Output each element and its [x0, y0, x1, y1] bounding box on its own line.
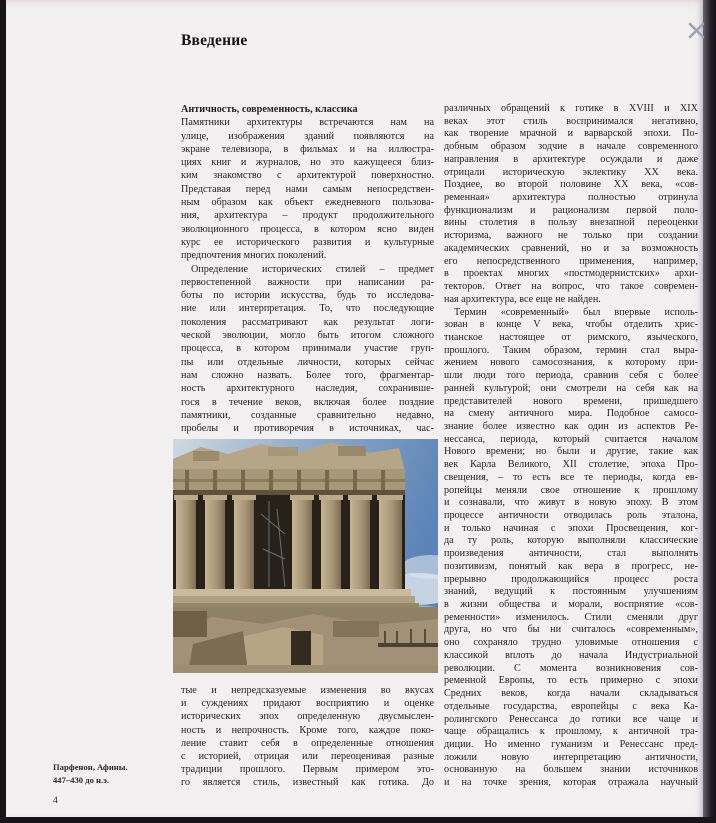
- text-line: пробелы и противоречия в источниках, час-: [181, 423, 434, 435]
- text-line: исторических эпох определенную двусмыслен-: [181, 711, 434, 723]
- text-line: ременности» изменилось. Стили сменяли друг: [444, 611, 698, 623]
- page-edge-right: [703, 0, 716, 823]
- text-line: направления в архитектуре осуждали и даже: [444, 153, 698, 165]
- text-line: нам сложно назвать. Более того, фрагментар-: [181, 369, 434, 381]
- text-line: как творение мрачной и варварской эпохи. По-: [444, 128, 698, 140]
- text-line: революции. С момента возникновения сов-: [444, 662, 698, 674]
- text-line: позитивизм, понятый как вера в прогресс, не-: [444, 560, 698, 572]
- text-line: ным образом как объект ежедневного пользова-: [181, 197, 434, 209]
- text-line: век Карла Великого, XII столетие, эпоха Про-: [444, 459, 698, 471]
- text-line: Средних веков, когда начали складываться: [444, 688, 698, 700]
- left-column-top-text: [181, 103, 434, 435]
- text-line: первостепенной важности при написании ра-: [181, 276, 434, 288]
- text-line: процесса, в котором принимали участие груп-: [181, 343, 434, 355]
- text-line: отрицали историческую эклектику XX века.: [444, 166, 698, 178]
- text-line: Термин «современный» был впервые исполь-: [454, 306, 698, 318]
- text-line: знаний, ведущий к постоянным улучшениям: [444, 586, 698, 598]
- text-line: и на точке зрения, которая отражала научный: [444, 777, 698, 789]
- text-line: добным образом зодчие в начале современного: [444, 141, 698, 153]
- text-line: экране телевизора, в фильмах и на иллюстра-: [181, 143, 434, 155]
- parthenon-photo-image: [173, 439, 438, 673]
- text-line: прошлого. Таким образом, термин стал выра-: [444, 344, 698, 356]
- text-line: функционализм и рационализм первой поло-: [444, 204, 698, 216]
- text-line: процессе античности отводилась роль эталона,: [444, 510, 698, 521]
- text-line: тианское настоящее от римского, языческого,: [444, 331, 698, 343]
- text-line: гося в течение веков, включая более поздние: [181, 396, 434, 408]
- text-line: текторов. Ответ на вопрос, что такое современ-: [444, 281, 698, 293]
- text-line: тые и непредсказуемые изменения во вкусах: [181, 685, 434, 696]
- page-title: Введение: [181, 32, 248, 49]
- text-line: историзма, важного не только при создании: [444, 230, 698, 242]
- text-line: традиции прошлого. Первым примером это-: [181, 764, 434, 776]
- text-line: Античность, современность, классика: [181, 104, 358, 115]
- text-line: оно сохраняло трудно уловимые отношения с: [444, 637, 698, 649]
- text-line: друга, но что бы ни считалось «современным»,: [444, 624, 698, 636]
- text-line: ная архитектура, все еще не найден.: [444, 293, 601, 305]
- page-edge-bottom: [0, 817, 716, 823]
- text-line: свещения, – то есть все те периоды, когда ев-: [444, 471, 698, 483]
- text-line: боты по истории искусства, будь то исследова-: [181, 290, 434, 302]
- text-line: и только начиная с эпохи Просвещения, ког-: [444, 522, 698, 534]
- close-button[interactable]: [684, 18, 708, 42]
- text-line: академических сравнений, но и за возможность: [444, 242, 698, 254]
- caption-line-1: Парфенон, Афины.: [53, 762, 128, 772]
- left-column-bottom-text: [181, 684, 434, 790]
- text-line: ропейцы меняли свое отношение к прошлому: [444, 484, 698, 496]
- text-line: ческой эволюции, могло быть итогом сложного: [181, 330, 434, 342]
- text-line: ким знакомство с архитектурой поверхностно.: [181, 170, 434, 182]
- caption-line-2: 447–430 до н.э.: [53, 774, 109, 785]
- text-line: прерывно продолжающийся процесс роста: [444, 573, 698, 585]
- text-line: Позднее, во второй половине XX века, «сов-: [444, 179, 698, 191]
- text-line: основанную на большем знании источников: [444, 764, 698, 776]
- page-number: 4: [53, 796, 58, 806]
- text-line: поколения рассматривают как результат логи-: [181, 316, 434, 328]
- text-line: жением нового самосознания, к которому при-: [444, 357, 698, 369]
- close-icon: [688, 22, 705, 39]
- text-line: в проектах многих «постмодернистских» архи-: [444, 268, 698, 280]
- text-line: пы или отдельные личности, которых сейчас: [181, 356, 434, 368]
- text-line: ние или интерпретация. То, что последующие: [181, 303, 434, 315]
- text-line: курс ее исторического развития и культурные: [181, 236, 434, 248]
- text-line: да ту роль, которую выполняли классические: [444, 535, 698, 547]
- text-line: ранней культурой; они смотрели на себя как на: [444, 382, 698, 394]
- text-line: ность архитектурного наследия, сохранивше-: [181, 383, 434, 395]
- text-line: ложили новую интерпретацию античности,: [444, 751, 698, 763]
- book-page: [6, 0, 703, 818]
- text-line: на смену античного мира. Подобное самосо-: [444, 408, 698, 420]
- text-line: ление ставит себя в определенные отношения: [181, 737, 434, 749]
- text-line: классикой вплоть до начала Индустриальной: [444, 649, 698, 661]
- text-line: ременная» архитектура полностью отринула: [444, 192, 698, 204]
- text-line: с историей, отрицая или переоценивая разные: [181, 751, 434, 763]
- photo-caption: [53, 761, 183, 786]
- text-line: диции. Но именно гуманизм и Ренессанс пред-: [444, 738, 698, 750]
- text-line: его непосредственного применения, например,: [444, 255, 698, 267]
- text-line: и суждениях придают восприятию и оценке: [181, 698, 434, 710]
- text-line: эволюционного процесса, в котором ясно виден: [181, 223, 434, 235]
- text-line: ния, архитектура – продукт продолжительного: [181, 210, 434, 222]
- text-line: шли люди того периода, сравнив себя с более: [444, 370, 698, 382]
- text-line: веках этот стиль воспринимался негативно,: [444, 115, 698, 127]
- parthenon-photo: [173, 439, 438, 673]
- text-line: знание более известно как один из аспектов Ре-: [444, 420, 698, 432]
- text-line: представителей нового времени, пришедшего: [444, 395, 698, 407]
- text-line: вины столетия в пользу внезапной переоценки: [444, 217, 698, 229]
- text-line: улице, изображения зданий появляются на: [181, 130, 434, 142]
- text-line: Определение исторических стилей – предмет: [191, 263, 434, 275]
- text-line: зован в конце V века, чтобы отделить хрис-: [444, 319, 698, 331]
- text-line: ность и непрочность. Кроме того, каждое поко-: [181, 724, 434, 736]
- text-line: Нового времени; но были и другие, такие как: [444, 446, 698, 458]
- text-line: Памятники архитектуры встречаются нам на: [181, 117, 434, 129]
- text-line: различных обращений к готике в XVIII и XIX: [444, 103, 698, 114]
- text-line: и сознавали, что живут в новую эпоху. В этом: [444, 497, 698, 509]
- text-line: предпочтения многих поколений.: [181, 250, 327, 262]
- text-line: произведения античности, стал выполнять: [444, 548, 698, 560]
- text-line: го является стиль, известный как готика. До: [181, 777, 434, 789]
- text-line: памятники, созданные сравнительно недавно,: [181, 409, 434, 421]
- text-line: Представая перед нами самым непосредствен-: [181, 183, 434, 195]
- text-line: чаще обращались к прошлому, к античной тра-: [444, 726, 698, 738]
- text-line: циях книг и журналов, но это кажущееся близ-: [181, 157, 434, 169]
- right-column-text: [444, 103, 698, 790]
- text-line: нессанса, периода, который считается началом: [444, 433, 698, 445]
- text-line: ременной Европы, то есть примерно с эпохи: [444, 675, 698, 687]
- text-line: ролингского Ренессанса до готики все чаще и: [444, 713, 698, 725]
- text-line: отдельные государства, европейцы с века Ка-: [444, 700, 698, 712]
- text-line: в жизни общества и морали, восприятие «сов-: [444, 599, 698, 611]
